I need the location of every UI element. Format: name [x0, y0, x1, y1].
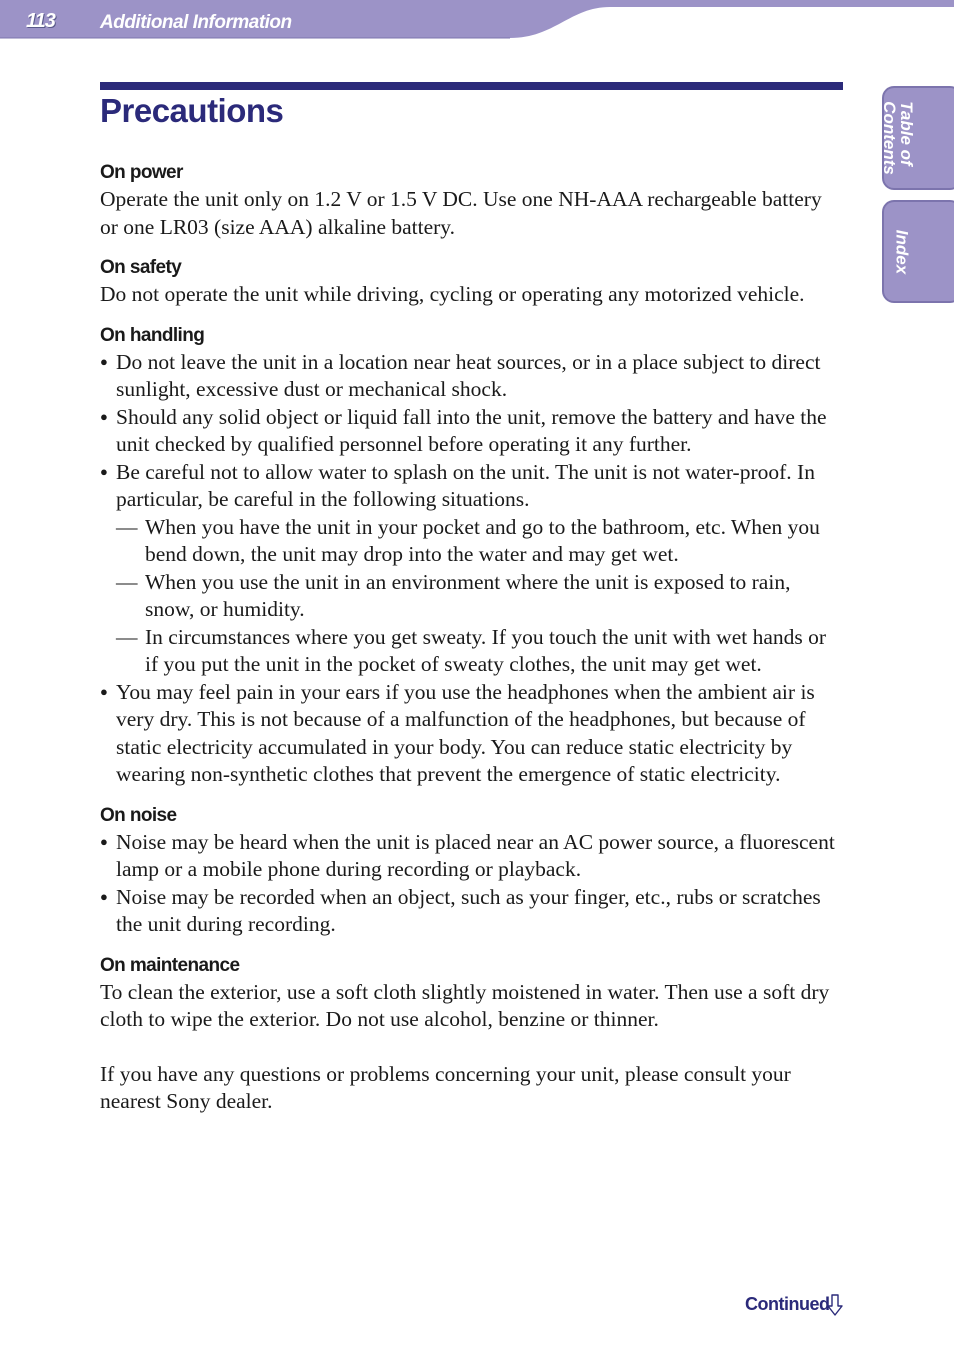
title-rule — [100, 82, 843, 90]
continued-link[interactable]: Continued — [745, 1294, 830, 1314]
tab-table-of-contents-label — [881, 101, 915, 175]
section-heading: On power — [100, 162, 183, 183]
bullet-item: ● Noise may be heard when the unit is placed near an AC power source, a fluorescent lamp or a mobile phone during recording or playback. — [100, 829, 835, 884]
tab-index[interactable] — [882, 200, 954, 303]
section-heading: On maintenance — [100, 954, 240, 976]
page-number: 113 — [26, 10, 55, 32]
dash-item: — When you have the unit in your pocket and go to the bathroom, etc. When you bend down, the unit may drop into the water and may get wet. — [100, 514, 835, 569]
dash-item: — When you use the unit in an environment where the unit is exposed to rain, snow, or humidity. — [100, 569, 835, 624]
section-power — [100, 160, 835, 241]
bullet-item: ● Be careful not to allow water to splash on the unit. The unit is not water-proof. In particular, be careful in the following situations. — [100, 459, 835, 514]
section-heading: On safety — [100, 257, 182, 278]
section-text: Operate the unit only on 1.2 V or 1.5 V DC. Use one NH-AAA rechargeable battery or one LR03 (size AAA) alkaline battery. — [100, 187, 822, 239]
tab-table-of-contents[interactable] — [882, 86, 954, 190]
section-safety — [100, 255, 835, 309]
main-content — [100, 160, 835, 1130]
dash-item: — In circumstances where you get sweaty. If you touch the unit with wet hands or if you put the unit in the pocket of sweaty clothes, the unit may get wet. — [100, 624, 835, 679]
section-maintenance — [100, 953, 835, 1116]
section-heading: On handling — [100, 324, 205, 346]
section-label: Additional Information — [100, 12, 292, 33]
header-band — [0, 0, 954, 40]
bullet-item: ● You may feel pain in your ears if you use the headphones when the ambient air is very dry. This is not because of a malfunction of the headphones, but because of static electricity accumulated in your body. You can reduce static electricity by wearing non-synthetic clothes that prevent the emergence of static electricity. — [100, 679, 835, 789]
section-handling — [100, 323, 835, 789]
bullet-item: ● Do not leave the unit in a location near heat sources, or in a place subject to direct sunlight, excessive dust or mechanical shock. — [100, 349, 835, 404]
section-text: Do not operate the unit while driving, cycling or operating any motorized vehicle. — [100, 282, 805, 306]
paragraph-gap — [100, 1034, 835, 1061]
down-arrow-icon[interactable] — [827, 1294, 843, 1316]
section-heading: On noise — [100, 804, 177, 826]
section-noise — [100, 803, 835, 939]
tab-index-label: Index — [892, 229, 912, 274]
bullet-item: ● Noise may be recorded when an object, such as your finger, etc., rubs or scratches the unit during recording. — [100, 884, 835, 939]
tab-label-line: Table of — [897, 101, 916, 166]
closing-text: If you have any questions or problems concerning your unit, please consult your nearest Sony dealer. — [100, 1061, 791, 1113]
section-text: To clean the exterior, use a soft cloth slightly moistened in water. Then use a soft dry cloth to wipe the exterior. Do not use alcohol, benzine or thinner. — [100, 979, 830, 1031]
bullet-item: ● Should any solid object or liquid fall into the unit, remove the battery and have the unit checked by qualified personnel before operating it any further. — [100, 404, 835, 459]
tab-label-line: Contents — [880, 101, 899, 175]
page-title: Precautions — [100, 92, 284, 129]
